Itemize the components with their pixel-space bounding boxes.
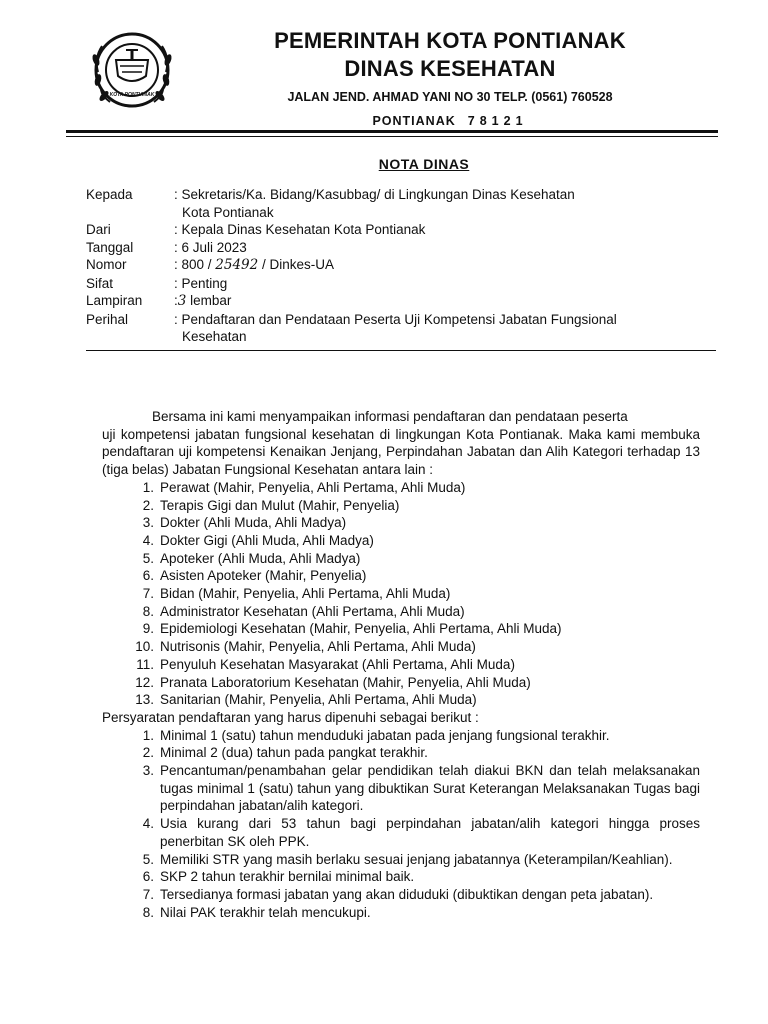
meta-divider <box>86 350 716 351</box>
intro-paragraph <box>102 408 700 479</box>
persyaratan-item-number: 8. <box>142 904 154 920</box>
memo-body <box>102 408 700 921</box>
letterhead-city-line <box>200 112 700 130</box>
jabatan-item-text: Perawat (Mahir, Penyelia, Ahli Pertama, Ahli Muda) <box>160 479 466 495</box>
jabatan-item <box>102 603 700 621</box>
letterhead-government: PEMERINTAH KOTA PONTIANAK <box>274 28 626 53</box>
persyaratan-item-text: SKP 2 tahun terakhir bernilai minimal baik. <box>160 869 415 885</box>
persyaratan-item <box>102 815 700 850</box>
jabatan-list <box>102 479 700 709</box>
meta-sifat: Sifat : Penting <box>86 275 228 291</box>
persyaratan-item-text: Memiliki STR yang masih berlaku sesuai jenjang jabatannya (Keterampilan/Keahlian). <box>160 851 673 867</box>
persyaratan-item-number: 7. <box>142 886 154 902</box>
letterhead-agency: DINAS KESEHATAN <box>344 56 556 81</box>
persyaratan-item-text: Minimal 2 (dua) tahun pada pangkat terakhir. <box>160 745 428 761</box>
meta-tanggal: Tanggal : 6 Juli 2023 <box>86 239 247 255</box>
persyaratan-item-text: Usia kurang dari 53 tahun bagi perpindahan jabatan/alih kategori hingga proses penerbitan SK oleh PPK. <box>160 816 700 849</box>
jabatan-item-number: 4. <box>142 532 154 548</box>
jabatan-item-text: Penyuluh Kesehatan Masyarakat (Ahli Pertama, Ahli Muda) <box>160 656 515 672</box>
jabatan-item-number: 13. <box>135 692 154 708</box>
persyaratan-item <box>102 868 700 886</box>
jabatan-item <box>102 691 700 709</box>
letterhead-address: JALAN JEND. AHMAD YANI NO 30 TELP. (0561) 760528 <box>287 90 613 104</box>
persyaratan-item-number: 4. <box>142 816 154 832</box>
document-title: NOTA DINAS <box>378 156 470 172</box>
persyaratan-item-text: Nilai PAK terakhir telah mencukupi. <box>160 904 371 920</box>
jabatan-item-text: Dokter Gigi (Ahli Muda, Ahli Madya) <box>160 532 374 548</box>
jabatan-item-number: 12. <box>135 674 154 690</box>
letterhead-rule-thick <box>66 130 718 133</box>
letterhead <box>200 28 700 130</box>
persyaratan-item-number: 3. <box>142 763 154 779</box>
jabatan-item-number: 8. <box>142 603 154 619</box>
jabatan-item-text: Asisten Apoteker (Mahir, Penyelia) <box>160 568 367 584</box>
persyaratan-item-text: Tersedianya formasi jabatan yang akan diduduki (dibuktikan dengan peta jabatan). <box>160 886 654 902</box>
city-emblem-icon <box>80 20 200 120</box>
persyaratan-item <box>102 744 700 762</box>
meta-perihal: Perihal : Pendaftaran dan Pendataan Peserta Uji Kompetensi Jabatan Fungsional Kesehatan <box>86 311 617 344</box>
letterhead-city: PONTIANAK <box>372 114 456 128</box>
persyaratan-item-number: 6. <box>142 869 154 885</box>
jabatan-item-number: 10. <box>135 639 154 655</box>
svg-text:KOTA PONTIANAK: KOTA PONTIANAK <box>109 92 155 98</box>
jabatan-item <box>102 550 700 568</box>
jabatan-item-number: 5. <box>142 550 154 566</box>
persyaratan-item <box>102 762 700 815</box>
jabatan-item <box>102 567 700 585</box>
jabatan-item-number: 7. <box>142 586 154 602</box>
letterhead-rule-thin <box>66 136 718 137</box>
meta-dari: Dari : Kepala Dinas Kesehatan Kota Pontianak <box>86 222 426 237</box>
jabatan-item-text: Nutrisonis (Mahir, Penyelia, Ahli Pertama, Ahli Muda) <box>160 639 476 655</box>
jabatan-item-number: 11. <box>136 656 154 672</box>
jabatan-item <box>102 532 700 550</box>
meta-nomor: Nomor : 800 / 25492 / Dinkes-UA <box>86 257 335 273</box>
jabatan-item <box>102 585 700 603</box>
persyaratan-item <box>102 727 700 745</box>
jabatan-item-number: 6. <box>142 568 154 584</box>
jabatan-item-text: Epidemiologi Kesehatan (Mahir, Penyelia, Ahli Pertama, Ahli Muda) <box>160 621 562 637</box>
persyaratan-list <box>102 727 700 922</box>
jabatan-item <box>102 514 700 532</box>
jabatan-item-text: Apoteker (Ahli Muda, Ahli Madya) <box>160 550 361 566</box>
jabatan-item <box>102 656 700 674</box>
jabatan-item <box>102 620 700 638</box>
intro-line-first: Bersama ini kami menyampaikan informasi pendaftaran dan pendataan peserta <box>152 409 628 424</box>
jabatan-item <box>102 674 700 692</box>
nomor-handwritten: 25492 <box>215 257 259 273</box>
persyaratan-item-text: Minimal 1 (satu) tahun menduduki jabatan pada jenjang fungsional terakhir. <box>160 727 610 743</box>
jabatan-item <box>102 638 700 656</box>
persyaratan-item <box>102 851 700 869</box>
jabatan-item-text: Bidan (Mahir, Penyelia, Ahli Pertama, Ahli Muda) <box>160 586 451 602</box>
meta-lampiran: Lampiran :3 lembar <box>86 293 232 309</box>
persyaratan-item <box>102 886 700 904</box>
intro-line-rest: uji kompetensi jabatan fungsional kesehatan di lingkungan Kota Pontianak. Maka kami membuka pendaftaran uji kompetensi Kenaikan Jenjang, Perpindahan Jabatan dan Alih Kategori terhadap 13 (tiga belas) Jabatan Fungsional Kesehatan antara lain : <box>102 426 700 478</box>
jabatan-item-text: Administrator Kesehatan (Ahli Pertama, Ahli Muda) <box>160 603 465 619</box>
memo-meta <box>86 186 706 346</box>
letterhead-zip: 78121 <box>467 114 528 128</box>
persyaratan-intro: Persyaratan pendaftaran yang harus dipenuhi sebagai berikut : <box>102 709 479 725</box>
jabatan-item-text: Sanitarian (Mahir, Penyelia, Ahli Pertama, Ahli Muda) <box>160 692 477 708</box>
jabatan-item-number: 9. <box>142 621 154 637</box>
jabatan-item-text: Pranata Laboratorium Kesehatan (Mahir, Penyelia, Ahli Muda) <box>160 674 531 690</box>
jabatan-item <box>102 497 700 515</box>
persyaratan-item-number: 1. <box>142 727 154 743</box>
jabatan-item-text: Terapis Gigi dan Mulut (Mahir, Penyelia) <box>160 497 400 513</box>
jabatan-item <box>102 479 700 497</box>
jabatan-item-number: 2. <box>142 497 154 513</box>
jabatan-item-text: Dokter (Ahli Muda, Ahli Madya) <box>160 515 347 531</box>
persyaratan-item-number: 5. <box>142 851 154 867</box>
meta-kepada: Kepada : Sekretaris/Ka. Bidang/Kasubbag/ di Lingkungan Dinas Kesehatan Kota Pontianak <box>86 187 575 220</box>
persyaratan-item-number: 2. <box>142 745 154 761</box>
persyaratan-item <box>102 904 700 922</box>
persyaratan-item-text: Pencantuman/penambahan gelar pendidikan telah diakui BKN dan telah melaksanakan tugas minimal 1 (satu) tahun yang dibuktikan Surat Keterangan Melaksanakan Tugas bagi perpindahan jabatan/alih kategori. <box>160 763 700 814</box>
jabatan-item-number: 1. <box>142 479 154 495</box>
jabatan-item-number: 3. <box>142 515 154 531</box>
lampiran-handwritten: 3 <box>177 293 187 309</box>
